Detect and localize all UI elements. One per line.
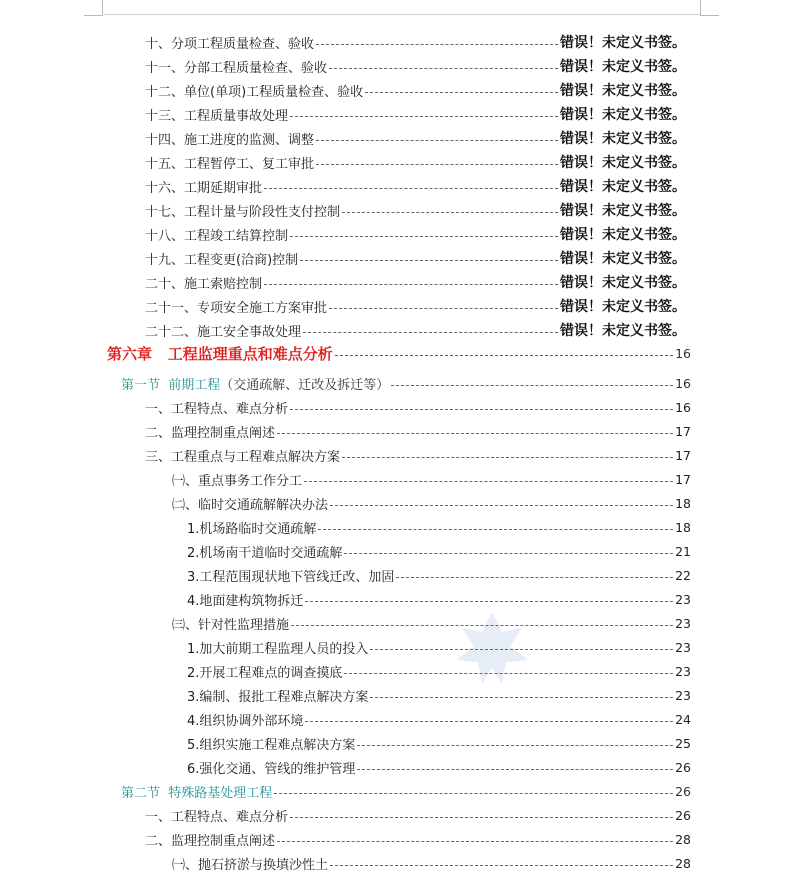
- crop-mark-top-left: [84, 0, 103, 16]
- toc-entry-label: 3.工程范围现状地下管线迁改、加固: [187, 569, 395, 585]
- section-title: 特殊路基处理工程: [168, 785, 273, 801]
- dot-leader: [391, 385, 673, 386]
- dot-leader: [342, 457, 673, 458]
- watermark-logo-icon: [452, 608, 532, 688]
- toc-entry-error: 错误！未定义书签。: [560, 35, 686, 51]
- toc-entry-error: 错误！未定义书签。: [560, 107, 686, 123]
- toc-entry[interactable]: [145, 55, 686, 77]
- toc-entry-error: 错误！未定义书签。: [560, 155, 686, 171]
- dot-leader: [316, 140, 558, 141]
- toc-entry[interactable]: [145, 444, 691, 466]
- toc-entry-label: 二十一、专项安全施工方案审批: [145, 300, 328, 316]
- toc-entry[interactable]: [187, 636, 691, 658]
- toc-entry-error: 错误！未定义书签。: [560, 323, 686, 339]
- toc-entry[interactable]: [187, 708, 691, 730]
- dot-leader: [329, 68, 558, 69]
- toc-entry[interactable]: [145, 127, 686, 149]
- dot-leader: [277, 841, 673, 842]
- toc-entry-label: 十五、工程暂停工、复工审批: [145, 156, 315, 172]
- toc-entry-label: 二、监理控制重点阐述: [145, 833, 276, 849]
- toc-entry-label: 二十二、施工安全事故处理: [145, 324, 302, 340]
- section-label: [121, 782, 272, 801]
- toc-entry-error: 错误！未定义书签。: [560, 59, 686, 75]
- toc-entry[interactable]: [172, 612, 691, 634]
- toc-entry-error: 错误！未定义书签。: [560, 275, 686, 291]
- toc-entry[interactable]: [145, 103, 686, 125]
- toc-entry-error: 错误！未定义书签。: [560, 203, 686, 219]
- dot-leader: [357, 745, 673, 746]
- toc-page-number: 17: [675, 447, 691, 463]
- toc-entry[interactable]: [145, 804, 691, 826]
- toc-entry[interactable]: [145, 79, 686, 101]
- toc-page-number: 25: [675, 735, 691, 751]
- toc-entry-error: 错误！未定义书签。: [560, 179, 686, 195]
- dot-leader: [329, 308, 558, 309]
- toc-entry[interactable]: [187, 540, 691, 562]
- toc-entry[interactable]: [187, 516, 691, 538]
- toc-entry-label: 一、工程特点、难点分析: [145, 809, 289, 825]
- dot-leader: [318, 529, 673, 530]
- toc-entry-label: 十四、施工进度的监测、调整: [145, 132, 315, 148]
- toc-entry-label: 十三、工程质量事故处理: [145, 108, 289, 124]
- section-title: 前期工程: [168, 377, 221, 393]
- section-label: [121, 374, 389, 393]
- dot-leader: [396, 577, 673, 578]
- toc-entry[interactable]: [172, 468, 691, 490]
- toc-entry-label: 十、分项工程质量检查、验收: [145, 36, 315, 52]
- toc-entry-label: ㈠、抛石挤淤与换填沙性土: [172, 857, 329, 873]
- toc-entry[interactable]: [187, 684, 691, 706]
- toc-page-number: 28: [675, 855, 691, 871]
- toc-entry[interactable]: [187, 564, 691, 586]
- dot-leader: [264, 188, 558, 189]
- toc-entry[interactable]: [187, 660, 691, 682]
- toc-page-number: 16: [675, 345, 691, 361]
- toc-entry[interactable]: [145, 828, 691, 850]
- toc-page-number: 18: [675, 495, 691, 511]
- toc-entry[interactable]: [145, 295, 686, 317]
- toc-chapter[interactable]: [107, 341, 691, 365]
- crop-mark-top-right: [700, 0, 719, 16]
- toc-entry[interactable]: [145, 31, 686, 53]
- toc-entry-label: 十二、单位(单项)工程质量检查、验收: [145, 84, 364, 100]
- toc-entry[interactable]: [172, 492, 691, 514]
- section-subtitle: （交通疏解、迁改及拆迁等）: [220, 377, 390, 393]
- toc-page-number: 18: [675, 519, 691, 535]
- dot-leader: [264, 284, 558, 285]
- dot-leader: [290, 236, 558, 237]
- toc-entry-label: 三、工程重点与工程难点解决方案: [145, 449, 341, 465]
- toc-entry-label: 1.机场路临时交通疏解: [187, 521, 317, 537]
- toc-entry-error: 错误！未定义书签。: [560, 227, 686, 243]
- toc-entry-error: 错误！未定义书签。: [560, 251, 686, 267]
- toc-entry-label: 5.组织实施工程难点解决方案: [187, 737, 356, 753]
- toc-page-number: 23: [675, 591, 691, 607]
- dot-leader: [290, 817, 673, 818]
- toc-page-number: 17: [675, 471, 691, 487]
- toc-entry-label: 十七、工程计量与阶段性支付控制: [145, 204, 341, 220]
- toc-page-number: 23: [675, 615, 691, 631]
- toc-entry-error: 错误！未定义书签。: [560, 131, 686, 147]
- section-number: 第一节: [121, 377, 161, 393]
- toc-entry-label: 4.组织协调外部环境: [187, 713, 304, 729]
- toc-page-number: 24: [675, 711, 691, 727]
- toc-entry-label: ㈢、针对性监理措施: [172, 617, 290, 633]
- dot-leader: [335, 355, 673, 356]
- toc-page-number: 23: [675, 663, 691, 679]
- toc-page-number: 22: [675, 567, 691, 583]
- toc-entry[interactable]: [145, 319, 686, 341]
- toc-entry-label: 4.地面建构筑物拆迁: [187, 593, 304, 609]
- dot-leader: [300, 260, 558, 261]
- dot-leader: [344, 553, 673, 554]
- toc-entry[interactable]: [145, 420, 691, 442]
- dot-leader: [290, 116, 558, 117]
- toc-page-number: 17: [675, 423, 691, 439]
- toc-section[interactable]: [121, 780, 691, 802]
- dot-leader: [277, 433, 673, 434]
- toc-page-number: 26: [675, 759, 691, 775]
- toc-page-number: 23: [675, 687, 691, 703]
- toc-entry[interactable]: [145, 199, 686, 221]
- dot-leader: [370, 697, 673, 698]
- toc-entry-label: 十九、工程变更(洽商)控制: [145, 252, 299, 268]
- dot-leader: [274, 793, 673, 794]
- toc-entry-label: 6.强化交通、管线的维护管理: [187, 761, 356, 777]
- toc-entry-label: 十六、工期延期审批: [145, 180, 263, 196]
- toc-page-number: 21: [675, 543, 691, 559]
- toc-entry[interactable]: [145, 271, 686, 293]
- dot-leader: [304, 481, 673, 482]
- toc-entry-label: 二十、施工索赔控制: [145, 276, 263, 292]
- toc-entry-label: 一、工程特点、难点分析: [145, 401, 289, 417]
- toc-entry-label: 2.机场南干道临时交通疏解: [187, 545, 343, 561]
- toc-entry-label: 2.开展工程难点的调查摸底: [187, 665, 343, 681]
- chapter-number: 第六章: [107, 344, 153, 363]
- toc-page-number: 16: [675, 399, 691, 415]
- toc-entry[interactable]: [145, 175, 686, 197]
- dot-leader: [290, 409, 673, 410]
- toc-page-number: 26: [675, 807, 691, 823]
- toc-page-number: 26: [675, 783, 691, 799]
- toc-entry[interactable]: [145, 396, 691, 418]
- toc-page-number: 28: [675, 831, 691, 847]
- toc-entry-label: 十一、分部工程质量检查、验收: [145, 60, 328, 76]
- dot-leader: [365, 92, 558, 93]
- toc-section[interactable]: [121, 372, 691, 394]
- toc-entry[interactable]: [172, 852, 691, 874]
- chapter-title: 工程监理重点和难点分析: [167, 344, 333, 363]
- toc-entry-label: 3.编制、报批工程难点解决方案: [187, 689, 369, 705]
- toc-entry[interactable]: [187, 732, 691, 754]
- toc-entry-label: 二、监理控制重点阐述: [145, 425, 276, 441]
- toc-entry-error: 错误！未定义书签。: [560, 299, 686, 315]
- toc-page-number: 16: [675, 375, 691, 391]
- dot-leader: [357, 769, 673, 770]
- page-top-border: [104, 0, 700, 15]
- toc-entry-label: 十八、工程竣工结算控制: [145, 228, 289, 244]
- toc-entry-label: 1.加大前期工程监理人员的投入: [187, 641, 369, 657]
- dot-leader: [305, 601, 673, 602]
- toc-page-number: 23: [675, 639, 691, 655]
- toc-entry-label: ㈠、重点事务工作分工: [172, 473, 303, 489]
- toc-entry[interactable]: [187, 756, 691, 778]
- dot-leader: [316, 44, 558, 45]
- toc-entry-label: ㈡、临时交通疏解解决办法: [172, 497, 329, 513]
- chapter-label: [107, 343, 333, 364]
- dot-leader: [342, 212, 558, 213]
- toc-entry[interactable]: [145, 223, 686, 245]
- dot-leader: [330, 865, 673, 866]
- dot-leader: [305, 721, 673, 722]
- toc-entry-error: 错误！未定义书签。: [560, 83, 686, 99]
- section-number: 第二节: [121, 785, 161, 801]
- dot-leader: [330, 505, 673, 506]
- toc-entry[interactable]: [145, 151, 686, 173]
- toc-entry[interactable]: [187, 588, 691, 610]
- dot-leader: [303, 332, 558, 333]
- dot-leader: [316, 164, 558, 165]
- toc-entry[interactable]: [145, 247, 686, 269]
